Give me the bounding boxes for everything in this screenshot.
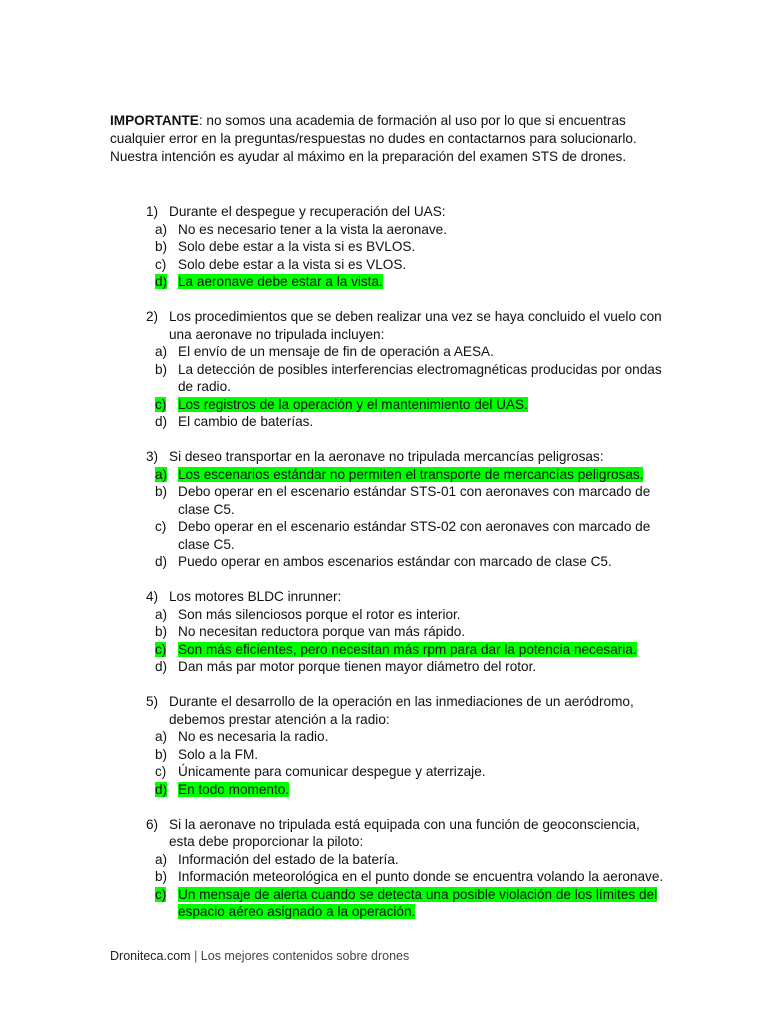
option-text [178,396,666,414]
option-letter-text: d) [155,781,168,797]
answer-option [146,728,666,746]
answer-option [146,238,666,256]
option-text [178,256,666,274]
option-letter [146,868,178,886]
option-text [178,361,666,396]
option-letter-text: c) [155,396,167,412]
answer-option-correct [146,886,666,921]
question-number: 6) [146,816,159,832]
option-text [178,238,666,256]
answer-option [146,763,666,781]
question-line [146,308,666,343]
question-number: 5) [146,694,159,709]
answer-option [146,606,666,624]
option-letter-text: b) [155,361,168,377]
option-text [178,606,666,624]
option-letter [146,466,178,484]
option-text-content: Información meteorológica en el punto donde se encuentra volando la aeronave. [178,869,664,884]
option-letter-text: d) [155,274,168,289]
option-text-content: Puedo operar en ambos escenarios estándar con marcado de clase C5. [178,554,612,569]
option-text-content: Información del estado de la batería. [178,851,399,867]
option-text [178,413,666,431]
option-letter-text: d) [155,414,168,429]
option-text [178,886,666,921]
question-line [146,693,666,728]
question-line [146,816,666,851]
option-text [178,781,666,799]
option-letter [146,343,178,361]
answer-option [146,553,666,571]
option-text [178,553,666,571]
option-text-content: Los escenarios estándar no permiten el transporte de mercancías peligrosas. [178,466,644,482]
option-text-content: Un mensaje de alerta cuando se detecta una posible violación de los límites del espacio aéreo asignado a la operación. [178,886,658,919]
option-letter [146,238,178,256]
option-letter [146,553,178,571]
option-letter [146,256,178,274]
option-letter-text: b) [155,624,168,639]
option-letter [146,763,178,781]
question-text: Los procedimientos que se deben realizar una vez se haya concluido el vuelo con una aeronave no tripulada incluyen: [169,309,662,342]
answer-option [146,851,666,869]
answer-option-correct [146,396,666,414]
option-text-content: El envío de un mensaje de fin de operación a AESA. [178,344,494,359]
option-letter [146,483,178,518]
option-letter-text: b) [155,746,168,762]
question-3 [146,448,666,571]
option-text-content: En todo momento. [178,781,290,797]
answer-option [146,256,666,274]
answer-option [146,658,666,676]
footer-site: Droniteca.com [110,949,191,963]
option-text-content: El cambio de baterías. [178,414,314,429]
option-text [178,483,666,518]
question-number: 1) [146,204,159,219]
option-letter [146,361,178,396]
option-letter-text: b) [155,869,168,884]
option-letter [146,728,178,746]
option-letter-text: c) [155,764,167,779]
answer-option [146,623,666,641]
answer-option-correct [146,641,666,659]
option-letter-text: b) [155,484,168,499]
option-letter-text: d) [155,554,168,569]
option-text-content: No necesitan reductora porque van más rápido. [178,624,466,639]
answer-option [146,746,666,764]
question-line [146,203,666,221]
option-text-content: Los registros de la operación y el mantenimiento del UAS. [178,396,528,412]
option-letter [146,606,178,624]
option-letter [146,886,178,921]
answer-option [146,343,666,361]
question-line [146,588,666,606]
question-number: 2) [146,309,159,324]
answer-option [146,868,666,886]
option-letter [146,658,178,676]
option-letter-text: a) [155,466,168,482]
option-text-content: La detección de posibles interferencias electromagnéticas producidas por ondas de radio. [178,361,662,394]
option-letter-text: c) [155,886,167,902]
question-6 [146,816,666,921]
option-letter-text: c) [155,519,167,534]
option-text-content: Solo debe estar a la vista si es BVLOS. [178,239,416,254]
option-text [178,763,666,781]
footer-separator: | [190,949,201,963]
option-letter [146,781,178,799]
option-text [178,658,666,676]
option-letter [146,746,178,764]
footer-tagline: Los mejores contenidos sobre drones [200,949,410,963]
option-letter [146,641,178,659]
option-text-content: Únicamente para comunicar despegue y aterrizaje. [178,764,486,779]
option-text-content: Son más eficientes, pero necesitan más rpm para dar la potencia necesaria. [178,641,637,657]
option-text [178,221,666,239]
question-number: 4) [146,589,159,604]
option-text-content: Solo a la FM. [178,746,259,762]
question-text: Los motores BLDC inrunner: [169,589,342,604]
question-line [146,448,666,466]
answer-option [146,413,666,431]
option-letter [146,273,178,291]
option-text [178,641,666,659]
question-text: Si deseo transportar en la aeronave no tripulada mercancías peligrosas: [169,449,604,464]
option-letter-text: c) [155,256,167,272]
option-letter-text: a) [155,851,168,867]
question-text: Durante el desarrollo de la operación en las inmediaciones de un aeródromo, debemos prestar atención a la radio: [169,694,634,727]
option-text [178,466,666,484]
question-4 [146,588,666,676]
option-text-content: Debo operar en el escenario estándar STS-01 con aeronaves con marcado de clase C5. [178,484,651,517]
option-text [178,746,666,764]
option-letter [146,413,178,431]
question-2 [146,308,666,431]
option-letter-text: a) [155,221,168,237]
option-letter-text: c) [155,641,167,657]
intro-paragraph [110,112,670,166]
option-text-content: Debo operar en el escenario estándar STS-02 con aeronaves con marcado de clase C5. [178,519,651,552]
answer-option [146,361,666,396]
question-list [146,203,666,938]
answer-option-correct [146,781,666,799]
option-text-content: La aeronave debe estar a la vista. [178,274,383,289]
question-text: Durante el despegue y recuperación del UAS: [169,204,446,219]
question-text: Si la aeronave no tripulada está equipada con una función de geoconsciencia, esta debe proporcionar la piloto: [169,816,640,849]
option-letter-text: a) [155,344,168,359]
option-text [178,518,666,553]
answer-option [146,483,666,518]
option-letter [146,851,178,869]
question-5 [146,693,666,798]
option-text [178,343,666,361]
option-text-content: Solo debe estar a la vista si es VLOS. [178,256,407,272]
intro-bold-label: IMPORTANTE [110,113,199,128]
option-letter-text: a) [155,606,168,622]
question-number: 3) [146,449,159,464]
option-letter-text: d) [155,659,168,674]
option-text-content: Son más silenciosos porque el rotor es interior. [178,606,461,622]
option-text [178,728,666,746]
option-text [178,851,666,869]
answer-option [146,221,666,239]
option-text-content: No es necesaria la radio. [178,729,329,744]
option-text [178,273,666,291]
answer-option [146,518,666,553]
answer-option-correct [146,466,666,484]
answer-option-correct [146,273,666,291]
option-letter [146,623,178,641]
footer [110,948,670,964]
option-letter-text: a) [155,729,168,744]
intro-text: : no somos una academia de formación al uso por lo que si encuentras cualquier error en la preguntas/respuestas no dudes en contactarnos para solucionarlo. Nuestra intención es ayudar al máximo en la preparación del examen STS de drones. [110,113,637,164]
option-text [178,623,666,641]
question-1 [146,203,666,291]
option-letter-text: b) [155,239,168,254]
option-letter [146,518,178,553]
option-letter [146,221,178,239]
option-text-content: No es necesario tener a la vista la aeronave. [178,221,448,237]
option-letter [146,396,178,414]
option-text [178,868,666,886]
option-text-content: Dan más par motor porque tienen mayor diámetro del rotor. [178,659,537,674]
